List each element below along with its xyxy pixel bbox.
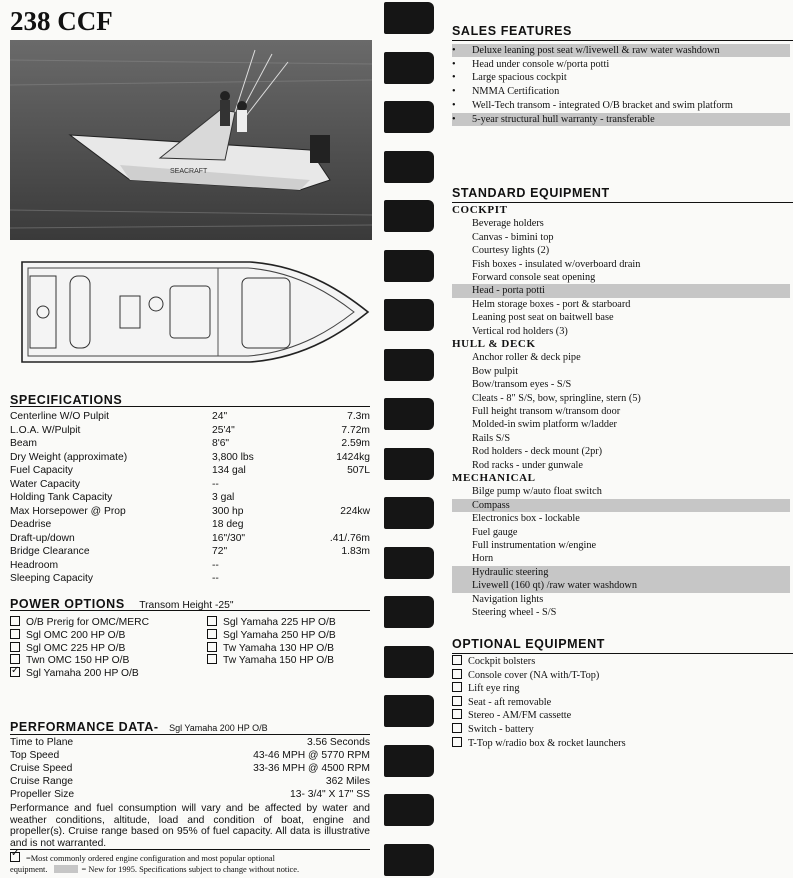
- bullet-icon: •: [452, 72, 456, 84]
- checked-box-icon: [10, 852, 20, 862]
- binding-ring: [384, 101, 434, 133]
- binding-ring: [384, 844, 434, 876]
- spec-label: Fuel Capacity: [10, 465, 73, 476]
- divider: [452, 40, 793, 41]
- left-page: [0, 0, 374, 878]
- performance-heading: PERFORMANCE DATA-: [10, 720, 159, 734]
- optional-item[interactable]: [452, 723, 790, 736]
- equipment-item: Courtesy lights (2): [472, 245, 550, 257]
- sales-feature-text: NMMA Certification: [472, 86, 560, 98]
- spec-row: [10, 518, 370, 531]
- binding-ring: [384, 151, 434, 183]
- binding-ring: [384, 398, 434, 430]
- equipment-subheading: HULL & DECK: [452, 338, 536, 350]
- equipment-item: Anchor roller & deck pipe: [472, 352, 581, 364]
- equipment-item: Rod racks - under gunwale: [472, 459, 583, 471]
- optional-item[interactable]: [452, 655, 790, 668]
- spec-row: [10, 437, 370, 450]
- spec-row: [10, 424, 370, 437]
- spec-row: [10, 478, 370, 491]
- optional-item-text: Lift eye ring: [468, 683, 520, 695]
- performance-row: [10, 750, 370, 763]
- sales-feature-text: Large spacious cockpit: [472, 72, 567, 84]
- power-option[interactable]: [10, 629, 125, 642]
- spec-row: [10, 451, 370, 464]
- checkbox-icon[interactable]: [452, 723, 462, 733]
- svg-text:SEACRAFT: SEACRAFT: [170, 168, 208, 175]
- optional-item-text: T-Top w/radio box & rocket launchers: [468, 737, 626, 749]
- sales-feature-item: [452, 113, 790, 126]
- spec-label: Water Capacity: [10, 478, 81, 490]
- binding-ring: [384, 200, 434, 232]
- performance-label: Cruise Speed: [10, 763, 73, 774]
- spec-label: Max Horsepower @ Prop: [10, 505, 126, 517]
- checkbox-icon[interactable]: [10, 667, 20, 677]
- spec-imperial: --: [212, 559, 219, 571]
- power-option[interactable]: [10, 642, 125, 655]
- sales-feature-text: Deluxe leaning post seat w/livewell & raw water washdown: [472, 45, 720, 56]
- boat-photo: [10, 40, 372, 240]
- performance-value: 33-36 MPH @ 4500 RPM: [253, 763, 370, 774]
- spec-metric: 224kw: [340, 505, 370, 517]
- equipment-item: Bilge pump w/auto float switch: [472, 486, 602, 498]
- spec-imperial: --: [212, 478, 219, 490]
- footnote: [10, 852, 372, 875]
- deck-plan-drawing: [18, 256, 370, 368]
- spec-label: Draft-up/down: [10, 532, 75, 544]
- optional-item[interactable]: [452, 682, 790, 695]
- power-option-label: Sgl OMC 225 HP O/B: [26, 642, 126, 654]
- standard-equipment-heading: STANDARD EQUIPMENT: [452, 186, 610, 200]
- power-option[interactable]: [10, 654, 129, 667]
- divider: [10, 610, 370, 611]
- performance-row: [10, 789, 370, 802]
- equipment-item: Steering wheel - S/S: [472, 607, 557, 618]
- equipment-item: Rails S/S: [472, 432, 511, 444]
- sales-feature-item: [452, 44, 790, 57]
- spec-imperial: 72": [212, 546, 228, 557]
- optional-equipment-heading: OPTIONAL EQUIPMENT: [452, 637, 605, 651]
- binding-ring: [384, 250, 434, 282]
- spec-row: [10, 410, 370, 423]
- divider: [452, 653, 793, 654]
- equipment-item: Bow/transom eyes - S/S: [472, 379, 572, 391]
- spec-imperial: 300 hp: [212, 505, 244, 517]
- power-option-label: Twn OMC 150 HP O/B: [26, 655, 130, 667]
- equipment-item: Bow pulpit: [472, 365, 519, 377]
- optional-item-text: Console cover (NA with/T-Top): [468, 669, 600, 681]
- footnote-line2b: = New for 1995. Specifications subject to change without notice.: [81, 864, 300, 874]
- performance-engine: Sgl Yamaha 200 HP O/B: [169, 723, 268, 733]
- divider: [10, 406, 370, 407]
- optional-item-text: Stereo - AM/FM cassette: [468, 710, 572, 722]
- page-title: 238 CCF: [10, 6, 113, 36]
- checkbox-icon[interactable]: [452, 669, 462, 679]
- equipment-item: Forward console seat opening: [472, 272, 596, 283]
- checkbox-icon[interactable]: [10, 654, 20, 664]
- equipment-item: Hydraulic steering: [452, 566, 790, 579]
- divider: [10, 734, 370, 735]
- spec-row: [10, 545, 370, 558]
- bullet-icon: •: [452, 113, 456, 125]
- equipment-item: Compass: [452, 499, 790, 512]
- binding-ring: [384, 547, 434, 579]
- spec-row: [10, 559, 370, 572]
- spec-label: Headroom: [10, 559, 59, 571]
- optional-item[interactable]: [452, 669, 790, 682]
- power-option[interactable]: [10, 667, 139, 680]
- sales-feature-text: 5-year structural hull warranty - transferable: [472, 113, 655, 125]
- binding-ring: [384, 745, 434, 777]
- binding-ring: [384, 497, 434, 529]
- power-option[interactable]: [10, 616, 149, 629]
- optional-item[interactable]: [452, 737, 790, 750]
- spec-label: Sleeping Capacity: [10, 573, 93, 584]
- checkbox-icon[interactable]: [452, 696, 462, 706]
- binding-ring: [384, 695, 434, 727]
- spec-metric: 7.3m: [347, 411, 370, 422]
- optional-item[interactable]: [452, 709, 790, 722]
- spec-metric: 1424kg: [336, 451, 370, 463]
- binding-ring: [384, 349, 434, 381]
- equipment-subheading: MECHANICAL: [452, 472, 536, 484]
- binding-ring: [384, 2, 434, 34]
- binding-ring: [384, 794, 434, 826]
- divider: [452, 202, 793, 203]
- checkbox-icon[interactable]: [207, 654, 217, 664]
- divider: [10, 849, 370, 850]
- binding-ring: [384, 448, 434, 480]
- equipment-item: Rod holders - deck mount (2pr): [472, 446, 603, 458]
- equipment-item: Electronics box - lockable: [472, 513, 580, 525]
- specifications-heading: SPECIFICATIONS: [10, 393, 123, 407]
- spec-row: [10, 572, 370, 585]
- performance-value: 13- 3/4" X 17" SS: [289, 789, 370, 800]
- spec-imperial: 3 gal: [212, 492, 235, 503]
- sales-feature-item: [452, 85, 790, 98]
- equipment-item: Beverage holders: [472, 218, 544, 230]
- sales-feature-item: [452, 71, 790, 84]
- spec-label: Centerline W/O Pulpit: [10, 411, 110, 422]
- transom-height: Transom Height -25": [139, 600, 234, 611]
- performance-row: [10, 776, 370, 789]
- equipment-item: Molded-in swim platform w/ladder: [472, 419, 617, 431]
- right-page: [440, 0, 793, 878]
- checkbox-icon[interactable]: [452, 709, 462, 719]
- power-option-label: Sgl OMC 200 HP O/B: [26, 629, 126, 641]
- power-options-heading: POWER OPTIONS: [10, 597, 125, 611]
- spec-metric: 1.83m: [341, 546, 370, 557]
- equipment-item: Fish boxes - insulated w/overboard drain: [472, 258, 641, 270]
- performance-value: 43-46 MPH @ 5770 RPM: [253, 750, 370, 761]
- power-option-label: Sgl Yamaha 250 HP O/B: [223, 629, 336, 641]
- checkbox-icon[interactable]: [452, 655, 462, 665]
- spec-imperial: 8'6": [212, 438, 230, 449]
- spec-imperial: 24": [212, 411, 228, 422]
- performance-row: [10, 737, 370, 750]
- checkbox-icon[interactable]: [452, 682, 462, 692]
- equipment-item: Livewell (160 qt) /raw water washdown: [452, 579, 790, 592]
- footnote-line1: =Most commonly ordered engine configuration and most popular optional: [26, 854, 275, 863]
- power-option-label: Sgl Yamaha 225 HP O/B: [223, 617, 336, 628]
- equipment-item: Vertical rod holders (3): [472, 325, 568, 337]
- equipment-item: Helm storage boxes - port & starboard: [472, 298, 631, 310]
- spec-label: Holding Tank Capacity: [10, 492, 113, 503]
- spec-metric: 2.59m: [341, 438, 370, 449]
- spec-label: Bridge Clearance: [10, 546, 90, 557]
- equipment-item: Head - porta potti: [452, 284, 790, 297]
- equipment-item: Cleats - 8" S/S, bow, springline, stern (5): [472, 392, 641, 404]
- performance-disclaimer: Performance and fuel consumption will vary and be affected by water and weather conditions, altitude, load and condition of boat, engine and propeller(s). Cruise range based on 95% of fuel capacity. All data is illustrative and is not warranted.: [10, 803, 370, 849]
- spec-label: Beam: [10, 438, 37, 449]
- spec-label: Deadrise: [10, 519, 52, 530]
- binding-spine: [380, 0, 436, 878]
- bullet-icon: •: [452, 45, 456, 56]
- equipment-item: Navigation lights: [472, 593, 544, 605]
- checkbox-icon[interactable]: [207, 642, 217, 652]
- equipment-item: Horn: [472, 553, 494, 565]
- spec-row: [10, 505, 370, 518]
- power-option[interactable]: [207, 654, 334, 667]
- power-option[interactable]: [207, 642, 334, 655]
- spec-imperial: 3,800 lbs: [212, 451, 254, 463]
- checkbox-icon[interactable]: [10, 642, 20, 652]
- binding-ring: [384, 596, 434, 628]
- binding-ring: [384, 52, 434, 84]
- spec-label: Dry Weight (approximate): [10, 451, 128, 463]
- spec-row: [10, 491, 370, 504]
- optional-item-text: Cockpit bolsters: [468, 656, 536, 667]
- performance-label: Cruise Range: [10, 776, 73, 787]
- equipment-item: Fuel gauge: [472, 526, 518, 538]
- optional-item-text: Switch - battery: [468, 724, 534, 735]
- equipment-item: Full height transom w/transom door: [472, 406, 621, 417]
- power-option[interactable]: [207, 629, 336, 642]
- spec-metric: .41/.76m: [329, 532, 370, 544]
- spec-imperial: 18 deg: [212, 519, 244, 530]
- performance-label: Propeller Size: [10, 789, 75, 800]
- sales-feature-text: Well-Tech transom - integrated O/B bracket and swim platform: [472, 99, 733, 111]
- power-option-label: Tw Yamaha 150 HP O/B: [223, 655, 335, 667]
- checkbox-icon[interactable]: [10, 616, 20, 626]
- equipment-item: Full instrumentation w/engine: [472, 540, 597, 551]
- footnote-line2a: equipment.: [10, 864, 48, 874]
- spec-imperial: 16"/30": [212, 532, 246, 544]
- optional-item[interactable]: [452, 696, 790, 709]
- performance-value: 3.56 Seconds: [307, 737, 370, 748]
- spec-metric: 507L: [347, 465, 370, 476]
- bullet-icon: •: [452, 86, 456, 98]
- bullet-icon: •: [452, 99, 456, 111]
- optional-item-text: Seat - aft removable: [468, 696, 552, 708]
- sales-feature-item: [452, 58, 790, 71]
- checkbox-icon[interactable]: [207, 616, 217, 626]
- new-swatch: [54, 865, 78, 873]
- spec-imperial: 134 gal: [212, 465, 246, 476]
- spec-row: [10, 532, 370, 545]
- binding-ring: [384, 299, 434, 331]
- checkbox-icon[interactable]: [452, 737, 462, 747]
- spec-imperial: --: [212, 573, 219, 584]
- equipment-subheading: COCKPIT: [452, 204, 508, 216]
- sales-features-heading: SALES FEATURES: [452, 24, 572, 38]
- equipment-item: Leaning post seat on baitwell base: [472, 312, 614, 324]
- power-option-label: O/B Prerig for OMC/MERC: [26, 617, 150, 628]
- performance-row: [10, 763, 370, 776]
- spec-imperial: 25'4": [212, 424, 235, 436]
- spec-label: L.O.A. W/Pulpit: [10, 424, 81, 436]
- sales-feature-text: Head under console w/porta potti: [472, 58, 610, 70]
- binding-ring: [384, 646, 434, 678]
- spec-metric: 7.72m: [341, 424, 370, 436]
- power-option-label: Sgl Yamaha 200 HP O/B: [26, 668, 139, 680]
- equipment-item: Canvas - bimini top: [472, 231, 554, 243]
- bullet-icon: •: [452, 58, 456, 70]
- power-option[interactable]: [207, 616, 336, 629]
- sales-feature-item: [452, 99, 790, 112]
- performance-label: Top Speed: [10, 750, 60, 761]
- spec-row: [10, 464, 370, 477]
- power-option-label: Tw Yamaha 130 HP O/B: [223, 642, 335, 654]
- checkbox-icon[interactable]: [207, 629, 217, 639]
- performance-value: 362 Miles: [325, 776, 370, 787]
- checkbox-icon[interactable]: [10, 629, 20, 639]
- performance-label: Time to Plane: [10, 737, 74, 748]
